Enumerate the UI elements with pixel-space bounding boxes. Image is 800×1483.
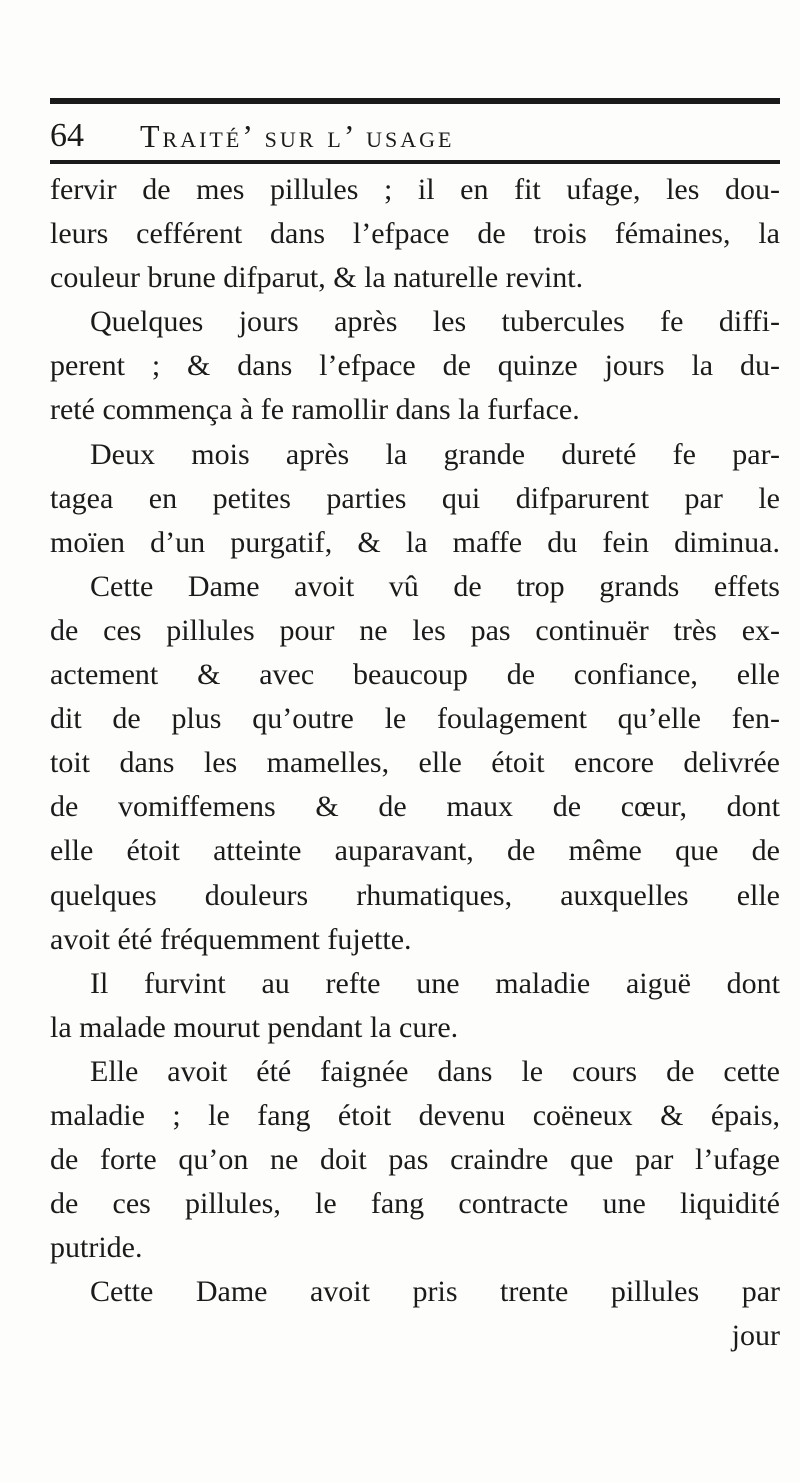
header-rule-bottom	[50, 160, 780, 164]
text-line: perent ; & dans l’efpace de quinze jours la du-	[50, 349, 780, 383]
header-rule-top	[50, 98, 780, 104]
running-title: Traité’ sur l’ usage	[140, 118, 455, 154]
text-line: de ces pillules, le fang contracte une liquidité	[50, 1187, 780, 1221]
text-line: reté commença à fe ramollir dans la furface.	[50, 393, 580, 427]
text-line: actement & avec beaucoup de confiance, elle	[50, 658, 780, 692]
text-line: tagea en petites parties qui difparurent par le	[50, 481, 780, 515]
text-line: de ces pillules pour ne les pas continuër très ex-	[50, 613, 780, 647]
text-line: Il furvint au refte une maladie aiguë dont	[90, 966, 780, 1000]
text-line: de vomiffemens & de maux de cœur, dont	[50, 790, 780, 824]
text-line: avoit été fréquemment fujette.	[50, 922, 412, 956]
text-line: Quelques jours après les tubercules fe diffi-	[90, 305, 780, 339]
text-line: moïen d’un purgatif, & la maffe du fein diminua.	[50, 525, 780, 559]
text-line: Cette Dame avoit vû de trop grands effets	[90, 569, 780, 603]
catchword: jour	[731, 1319, 780, 1353]
text-line: la malade mourut pendant la cure.	[50, 1010, 459, 1044]
text-line: toit dans les mamelles, elle étoit encore delivrée	[50, 746, 780, 780]
text-line: putride.	[50, 1231, 143, 1265]
text-line: dit de plus qu’outre le foulagement qu’elle fen-	[50, 702, 780, 736]
text-line: Elle avoit été faignée dans le cours de cette	[90, 1054, 780, 1088]
page-header	[50, 110, 780, 156]
text-line: couleur brune difparut, & la naturelle revint.	[50, 261, 584, 295]
text-line: de forte qu’on ne doit pas craindre que par l’ufage	[50, 1143, 780, 1177]
text-line: Cette Dame avoit pris trente pillules par	[90, 1275, 780, 1309]
text-line: quelques douleurs rhumatiques, auxquelles elle	[50, 878, 780, 912]
text-line: maladie ; le fang étoit devenu coëneux & épais,	[50, 1098, 780, 1132]
text-line: leurs cefférent dans l’efpace de trois fémaines, la	[50, 217, 780, 251]
page-number: 64	[50, 117, 84, 154]
body-text	[50, 168, 780, 1359]
text-line: Deux mois après la grande dureté fe par-	[90, 437, 780, 471]
text-line: fervir de mes pillules ; il en fit ufage, les dou-	[50, 173, 780, 206]
text-line: elle étoit atteinte auparavant, de même que de	[50, 834, 780, 868]
